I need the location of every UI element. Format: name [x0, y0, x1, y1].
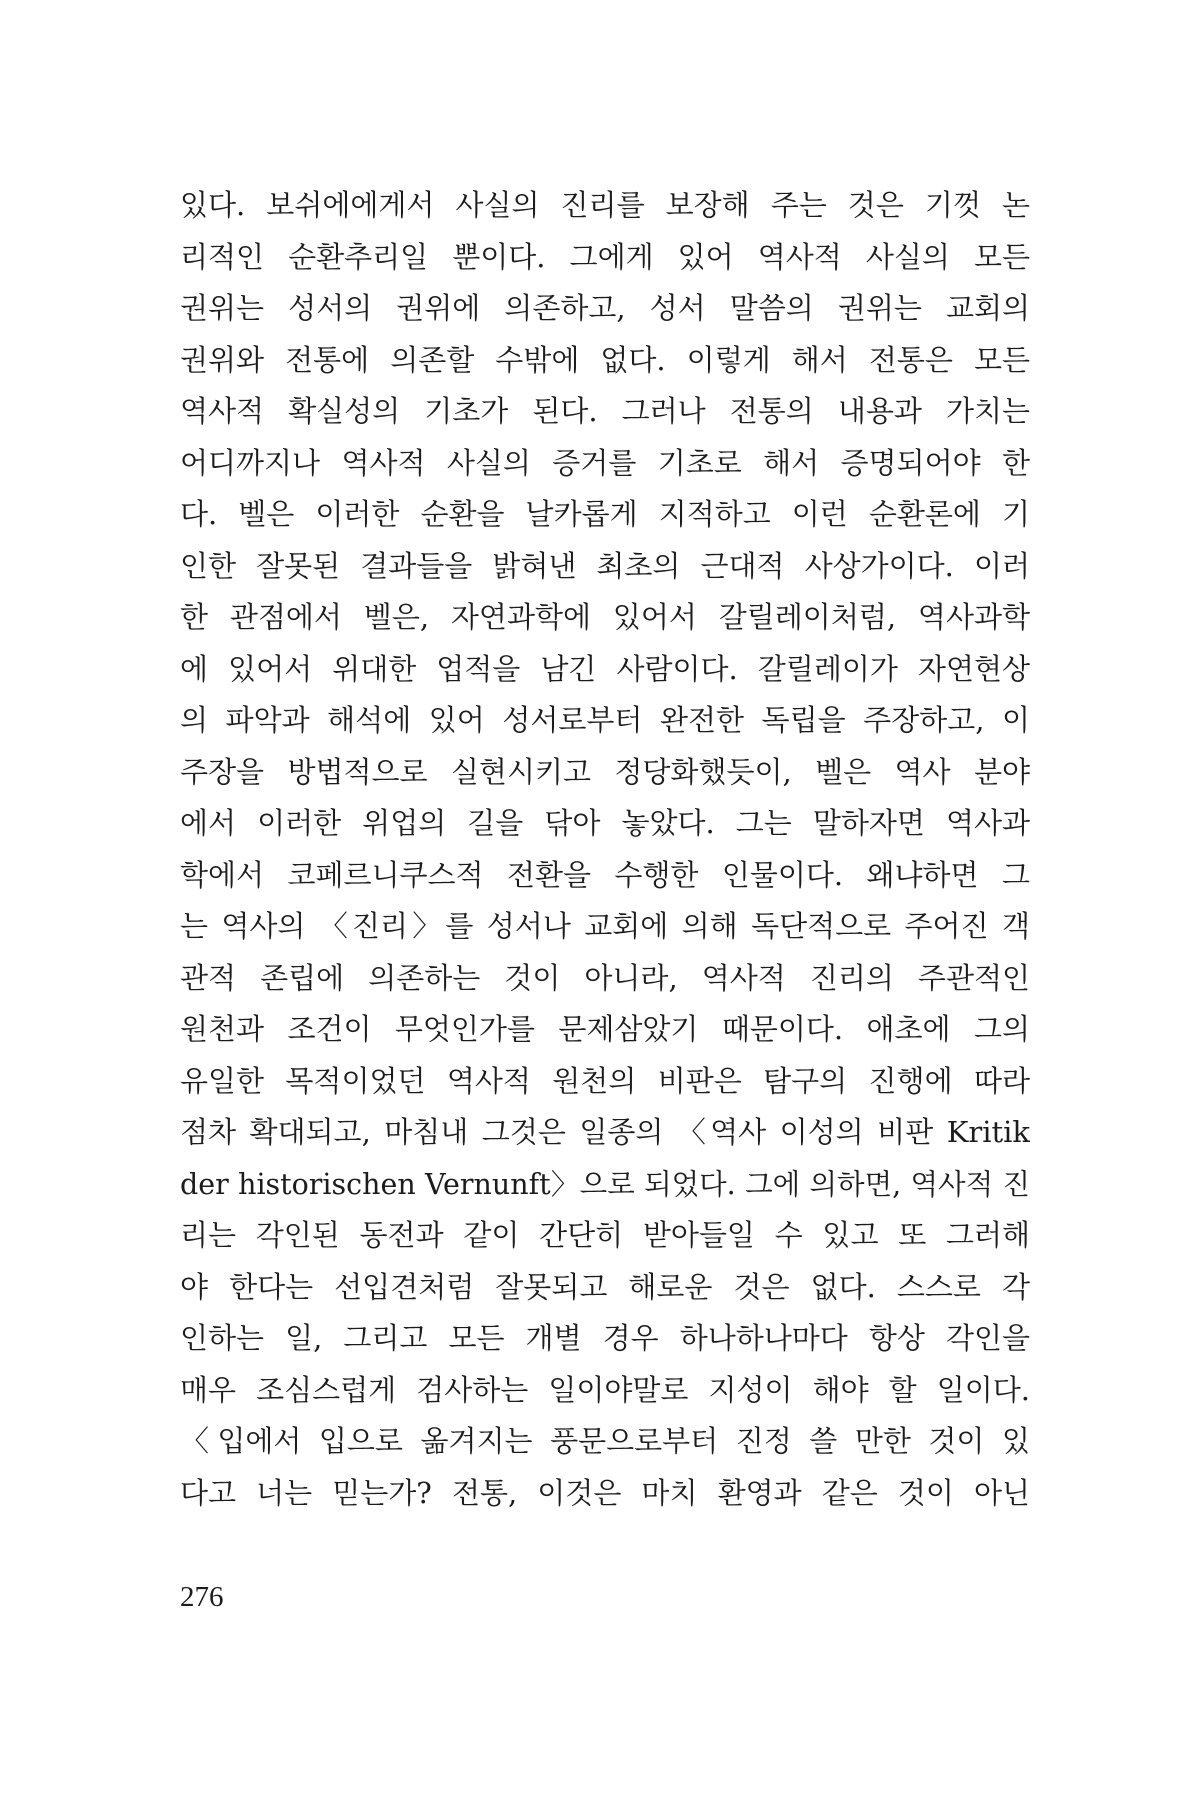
text-line: 관적 존립에 의존하는 것이 아니라, 역사적 진리의 주관적인 — [180, 960, 1030, 995]
text-line: 원천과 조건이 무엇인가를 문제삼았기 때문이다. 애초에 그의 — [180, 1012, 1030, 1046]
text-line: 어디까지나 역사적 사실의 증거를 기초로 해서 증명되어야 한 — [180, 445, 1030, 480]
text-line: 〈입에서 입으로 옮겨지는 풍문으로부터 진정 쓸 만한 것이 있 — [180, 1424, 1030, 1458]
text-line: 유일한 목적이었던 역사적 원천의 비판은 탐구의 진행에 따라 — [180, 1063, 1030, 1098]
text-line: 권위와 전통에 의존할 수밖에 없다. 이렇게 해서 전통은 모든 — [180, 342, 1030, 377]
page-number: 276 — [180, 1581, 224, 1613]
text-line: 있다. 보쉬에에게서 사실의 진리를 보장해 주는 것은 기껏 논 — [180, 188, 1030, 222]
body-text — [180, 180, 1030, 1519]
text-line: 는 역사의 〈진리〉를 성서나 교회에 의해 독단적으로 주어진 객 — [180, 909, 1030, 943]
text-line: 매우 조심스럽게 검사하는 일이야말로 지성이 해야 할 일이다. — [180, 1372, 1030, 1407]
text-line: 점차 확대되고, 마침내 그것은 일종의 〈역사 이성의 비판 Kritik — [180, 1115, 1030, 1149]
text-line: 리는 각인된 동전과 같이 간단히 받아들일 수 있고 또 그러해 — [180, 1218, 1030, 1252]
text-line: 학에서 코페르니쿠스적 전환을 수행한 인물이다. 왜냐하면 그 — [180, 857, 1030, 892]
text-line: 야 한다는 선입견처럼 잘못되고 해로운 것은 없다. 스스로 각 — [180, 1269, 1030, 1304]
text-line: 의 파악과 해석에 있어 성서로부터 완전한 독립을 주장하고, 이 — [180, 703, 1030, 737]
text-line: 주장을 방법적으로 실현시키고 정당화했듯이, 벨은 역사 분야 — [180, 754, 1030, 789]
text-line: 인하는 일, 그리고 모든 개별 경우 하나하나마다 항상 각인을 — [180, 1321, 1030, 1355]
text-line: 다고 너는 믿는가? 전통, 이것은 마치 환영과 같은 것이 아닌 — [180, 1475, 1030, 1510]
text-line: 에서 이러한 위업의 길을 닦아 놓았다. 그는 말하자면 역사과 — [180, 806, 1030, 840]
text-line: 인한 잘못된 결과들을 밝혀낸 최초의 근대적 사상가이다. 이러 — [180, 548, 1030, 583]
text-line: 권위는 성서의 권위에 의존하고, 성서 말씀의 권위는 교회의 — [180, 291, 1030, 325]
text-line: 역사적 확실성의 기초가 된다. 그러나 전통의 내용과 가치는 — [180, 394, 1030, 428]
text-line: 에 있어서 위대한 업적을 남긴 사람이다. 갈릴레이가 자연현상 — [180, 651, 1030, 686]
text-line: 한 관점에서 벨은, 자연과학에 있어서 갈릴레이처럼, 역사과학 — [180, 600, 1030, 634]
text-line: der historischen Vernunft〉으로 되었다. 그에 의하면, 역사적 진 — [180, 1167, 1030, 1201]
text-line: 다. 벨은 이러한 순환을 날카롭게 지적하고 이런 순환론에 기 — [180, 497, 1030, 531]
text-line: 리적인 순환추리일 뿐이다. 그에게 있어 역사적 사실의 모든 — [180, 239, 1030, 274]
